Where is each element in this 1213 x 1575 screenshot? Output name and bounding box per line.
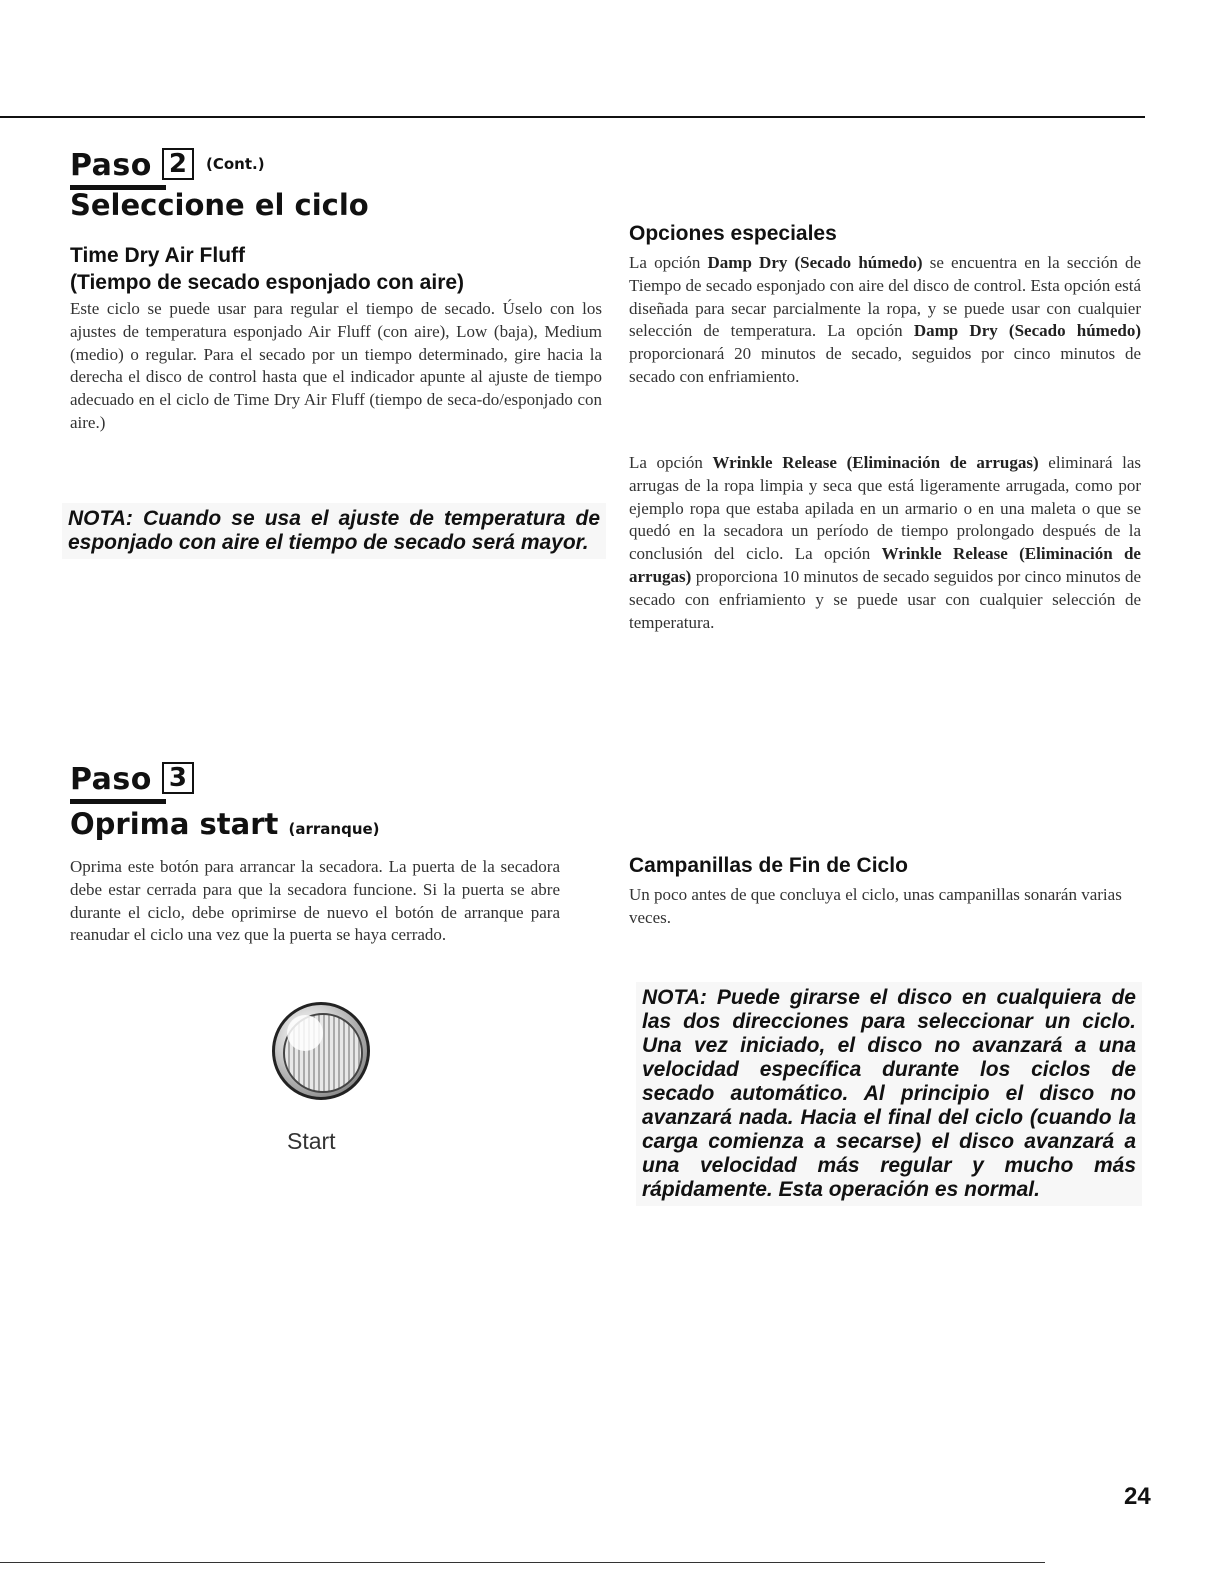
time-dry-title-line1: Time Dry Air Fluff <box>70 244 246 267</box>
step3-title-main: Oprima start <box>70 807 279 841</box>
step2-paso-label: Paso <box>70 148 152 183</box>
start-button-highlight <box>287 1015 323 1051</box>
step2-nota: NOTA: Cuando se usa el ajuste de temperatura de esponjado con aire el tiempo de secado será mayor. <box>62 503 606 559</box>
opciones-title: Opciones especiales <box>629 222 837 245</box>
opciones-p2-text-a: La opción <box>629 453 713 472</box>
opciones-paragraph-2 <box>629 452 1141 634</box>
step2-cont-label: (Cont.) <box>206 155 265 173</box>
campanillas-nota: NOTA: Puede girarse el disco en cualquiera de las dos direcciones para seleccionar un ciclo. Una vez iniciado, el disco no avanzará a una velocidad específica durante los ciclos de secado automático. Al principio el disco no avanzará nada. Hacia el final del ciclo (cuando la carga comienza a secarse) el disco avanzará a una velocidad más regular y mucho más rápidamente. Esta operación es normal. <box>636 982 1142 1206</box>
step2-title: Seleccione el ciclo <box>70 188 369 222</box>
step3-body: Oprima este botón para arrancar la secadora. La puerta de la secadora debe estar cerrada para que la secadora funcione. Si la puerta se abre durante el ciclo, debe oprimirse de nuevo el botón de arranque para reanudar el ciclo una vez que la puerta se haya cerrado. <box>70 857 560 945</box>
time-dry-title-line2: (Tiempo de secado esponjado con aire) <box>70 271 465 294</box>
step3-title-small: (arranque) <box>288 820 380 838</box>
opciones-paragraph-1 <box>629 252 1141 389</box>
start-button-illustration <box>272 1002 370 1100</box>
step3-paso-label: Paso <box>70 762 152 797</box>
step3-underbar <box>70 799 166 804</box>
step3-title <box>70 807 380 841</box>
start-button-label: Start <box>287 1128 336 1154</box>
damp-dry-term: Damp Dry (Secado húmedo) <box>707 253 923 272</box>
opciones-p1-text-a: La opción <box>629 253 708 272</box>
opciones-p2-text-c: eliminará las arrugas de la ropa limpia y seca que está ligeramente arrugada, como por ejemplo ropa que estaba apilada en un armario o en una maleta o que se quedó en la secadora un período de tiempo prolongado después de la conclusión del ciclo. La opción <box>629 453 1141 564</box>
step2-number-box: 2 <box>162 148 194 180</box>
campanillas-body: Un poco antes de que concluya el ciclo, unas campanillas sonarán varias veces. <box>629 885 1122 927</box>
step3-number-box: 3 <box>162 762 194 794</box>
time-dry-body: Este ciclo se puede usar para regular el tiempo de secado. Úselo con los ajustes de temperatura esponjado Air Fluff (con aire), Low (baja), Medium (medio) o regular. Para el secado por un tiempo determinado, gire hacia la derecha el disco de control hasta que el indicador apunte al ajuste de tiempo adecuado en el ciclo de Time Dry Air Fluff (tiempo de seca-do/esponjado con aire.) <box>70 299 602 432</box>
opciones-p1-text-e: proporcionará 20 minutos de secado, seguidos por cinco minutos de secado con enfriamiento. <box>629 344 1141 386</box>
campanillas-title: Campanillas de Fin de Ciclo <box>629 854 908 877</box>
bottom-rule <box>0 1562 1045 1563</box>
opciones-p1-text-c: se encuentra en la sección de Tiempo de secado esponjado con aire del disco de control. Esta opción está diseñada para secar parcialmente la ropa, y se puede usar con cualquier selección de temperatura. La opción <box>629 253 1142 341</box>
step3-heading <box>70 762 194 797</box>
time-dry-title <box>70 242 600 296</box>
step2-heading <box>70 148 265 183</box>
top-rule <box>0 116 1145 118</box>
opciones-p2-text-e: proporciona 10 minutos de secado seguidos por cinco minutos de secado con enfriamiento y se puede usar con cualquier selección de temperatura. <box>629 566 1141 632</box>
page-number: 24 <box>1124 1483 1151 1510</box>
wrinkle-release-term-2: Wrinkle Release (Eliminación de arrugas) <box>629 544 1141 586</box>
damp-dry-term-2: Damp Dry (Secado húmedo) <box>913 321 1142 341</box>
wrinkle-release-term: Wrinkle Release (Eliminación de arrugas) <box>712 453 1039 472</box>
